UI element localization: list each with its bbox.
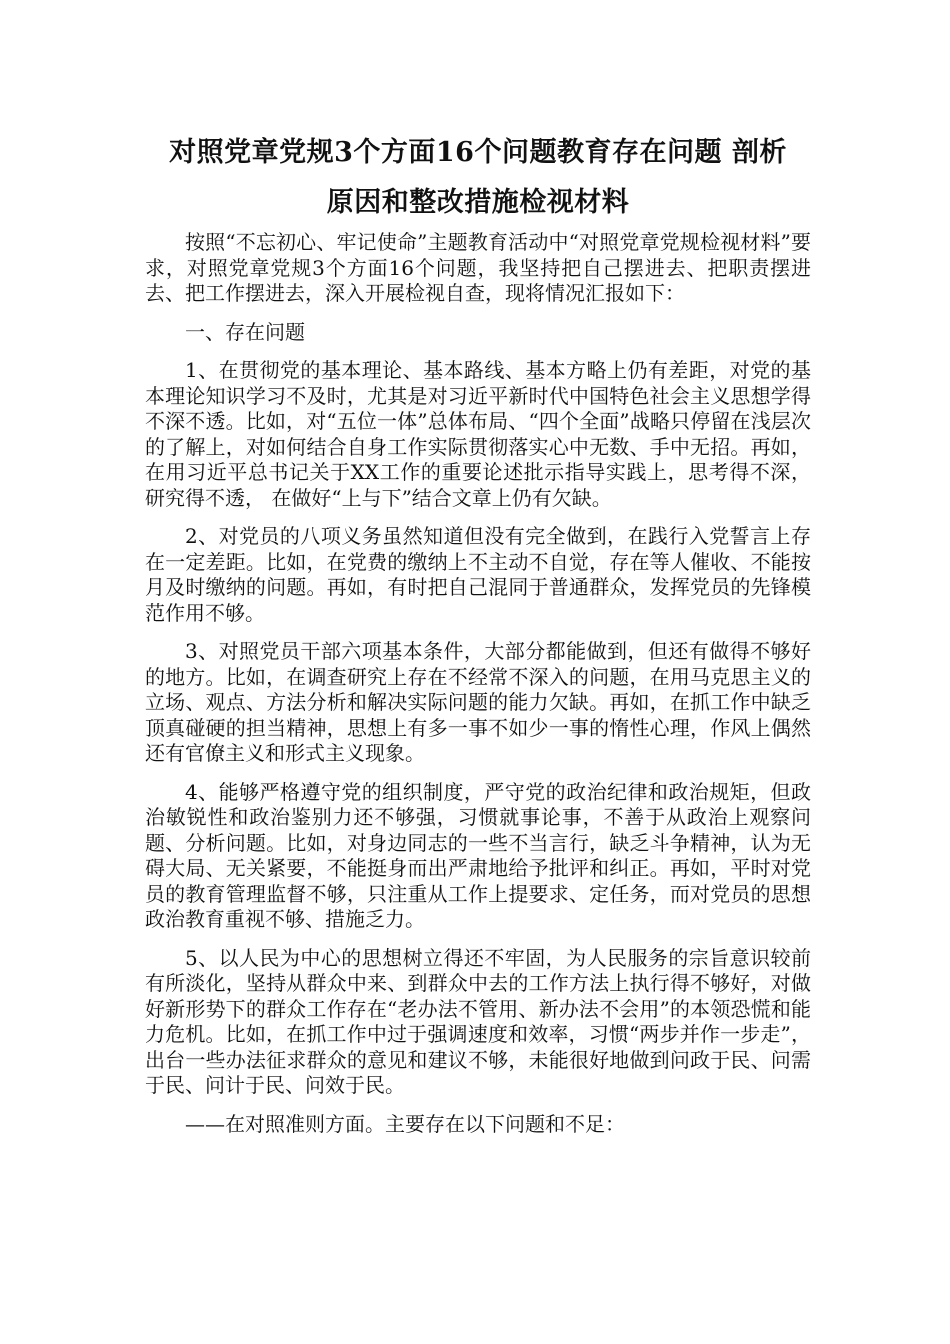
problem-item-5: 5、以人民为中心的思想树立得还不牢固，为人民服务的宗旨意识较前有所淡化，坚持从群众中来、到群众中去的工作方法上执行得不够好，对做好新形势下的群众工作存在“老办法不管用、新办法不会用”的本领恐慌和能力危机。比如，在抓工作中过于强调速度和效率，习惯“两步并作一步走”，出台一些办法征求群众的意见和建议不够，未能很好地做到问政于民、问需于民、问计于民、问效于民。 — [145, 945, 811, 1097]
document-title-line-2: 原因和整改措施检视材料 — [326, 187, 630, 218]
section-heading-problems: 一、存在问题 — [185, 319, 305, 344]
problem-item-1: 1、在贯彻党的基本理论、基本路线、基本方略上仍有差距，对党的基本理论知识学习不及时，尤其是对习近平新时代中国特色社会主义思想学得不深不透。比如，对“五位一体”总体布局、“四个全面”战略只停留在浅层次的了解上，对如何结合自身工作实际贯彻落实心中无数、手中无招。再如，在用习近平总书记关于XX工作的重要论述批示指导实践上，思考得不深，研究得不透， 在做好“上与下”结合文章上仍有欠缺。 — [145, 358, 811, 510]
document-page — [145, 128, 811, 1150]
problem-item-4: 4、能够严格遵守党的组织制度，严守党的政治纪律和政治规矩，但政治敏锐性和政治鉴别力还不够强，习惯就事论事，不善于从政治上观察问题、分析问题。比如，对身边同志的一些不当言行，缺乏斗争精神，认为无碍大局、无关紧要，不能挺身而出严肃地给予批评和纠正。再如，平时对党员的教育管理监督不够，只注重从工作上提要求、定任务，而对党员的思想政治教育重视不够、措施乏力。 — [145, 779, 811, 931]
subsection-intro-line: ——在对照准则方面。主要存在以下问题和不足： — [185, 1111, 625, 1136]
problem-item-3: 3、对照党员干部六项基本条件，大部分都能做到，但还有做得不够好的地方。比如，在调查研究上存在不经常不深入的问题，在用马克思主义的立场、观点、方法分析和解决实际问题的能力欠缺。再如，在抓工作中缺乏顶真碰硬的担当精神，思想上有多一事不如少一事的惰性心理，作风上偶然还有官僚主义和形式主义现象。 — [145, 639, 811, 765]
intro-paragraph: 按照“不忘初心、牢记使命”主题教育活动中“对照党章党规检视材料”要求，对照党章党规3个方面16个问题，我坚持把自己摆进去、把职责摆进去、把工作摆进去，深入开展检视自查，现将情况汇报如下： — [145, 230, 811, 305]
problem-item-2: 2、对党员的八项义务虽然知道但没有完全做到，在践行入党誓言上存在一定差距。比如，在党费的缴纳上不主动不自觉，存在等人催收、不能按月及时缴纳的问题。再如，有时把自己混同于普通群众，发挥党员的先锋模范作用不够。 — [145, 524, 811, 625]
document-title-line-1: 对照党章党规3个方面16个问题教育存在问题 剖析 — [169, 137, 787, 168]
title-block — [145, 128, 811, 228]
